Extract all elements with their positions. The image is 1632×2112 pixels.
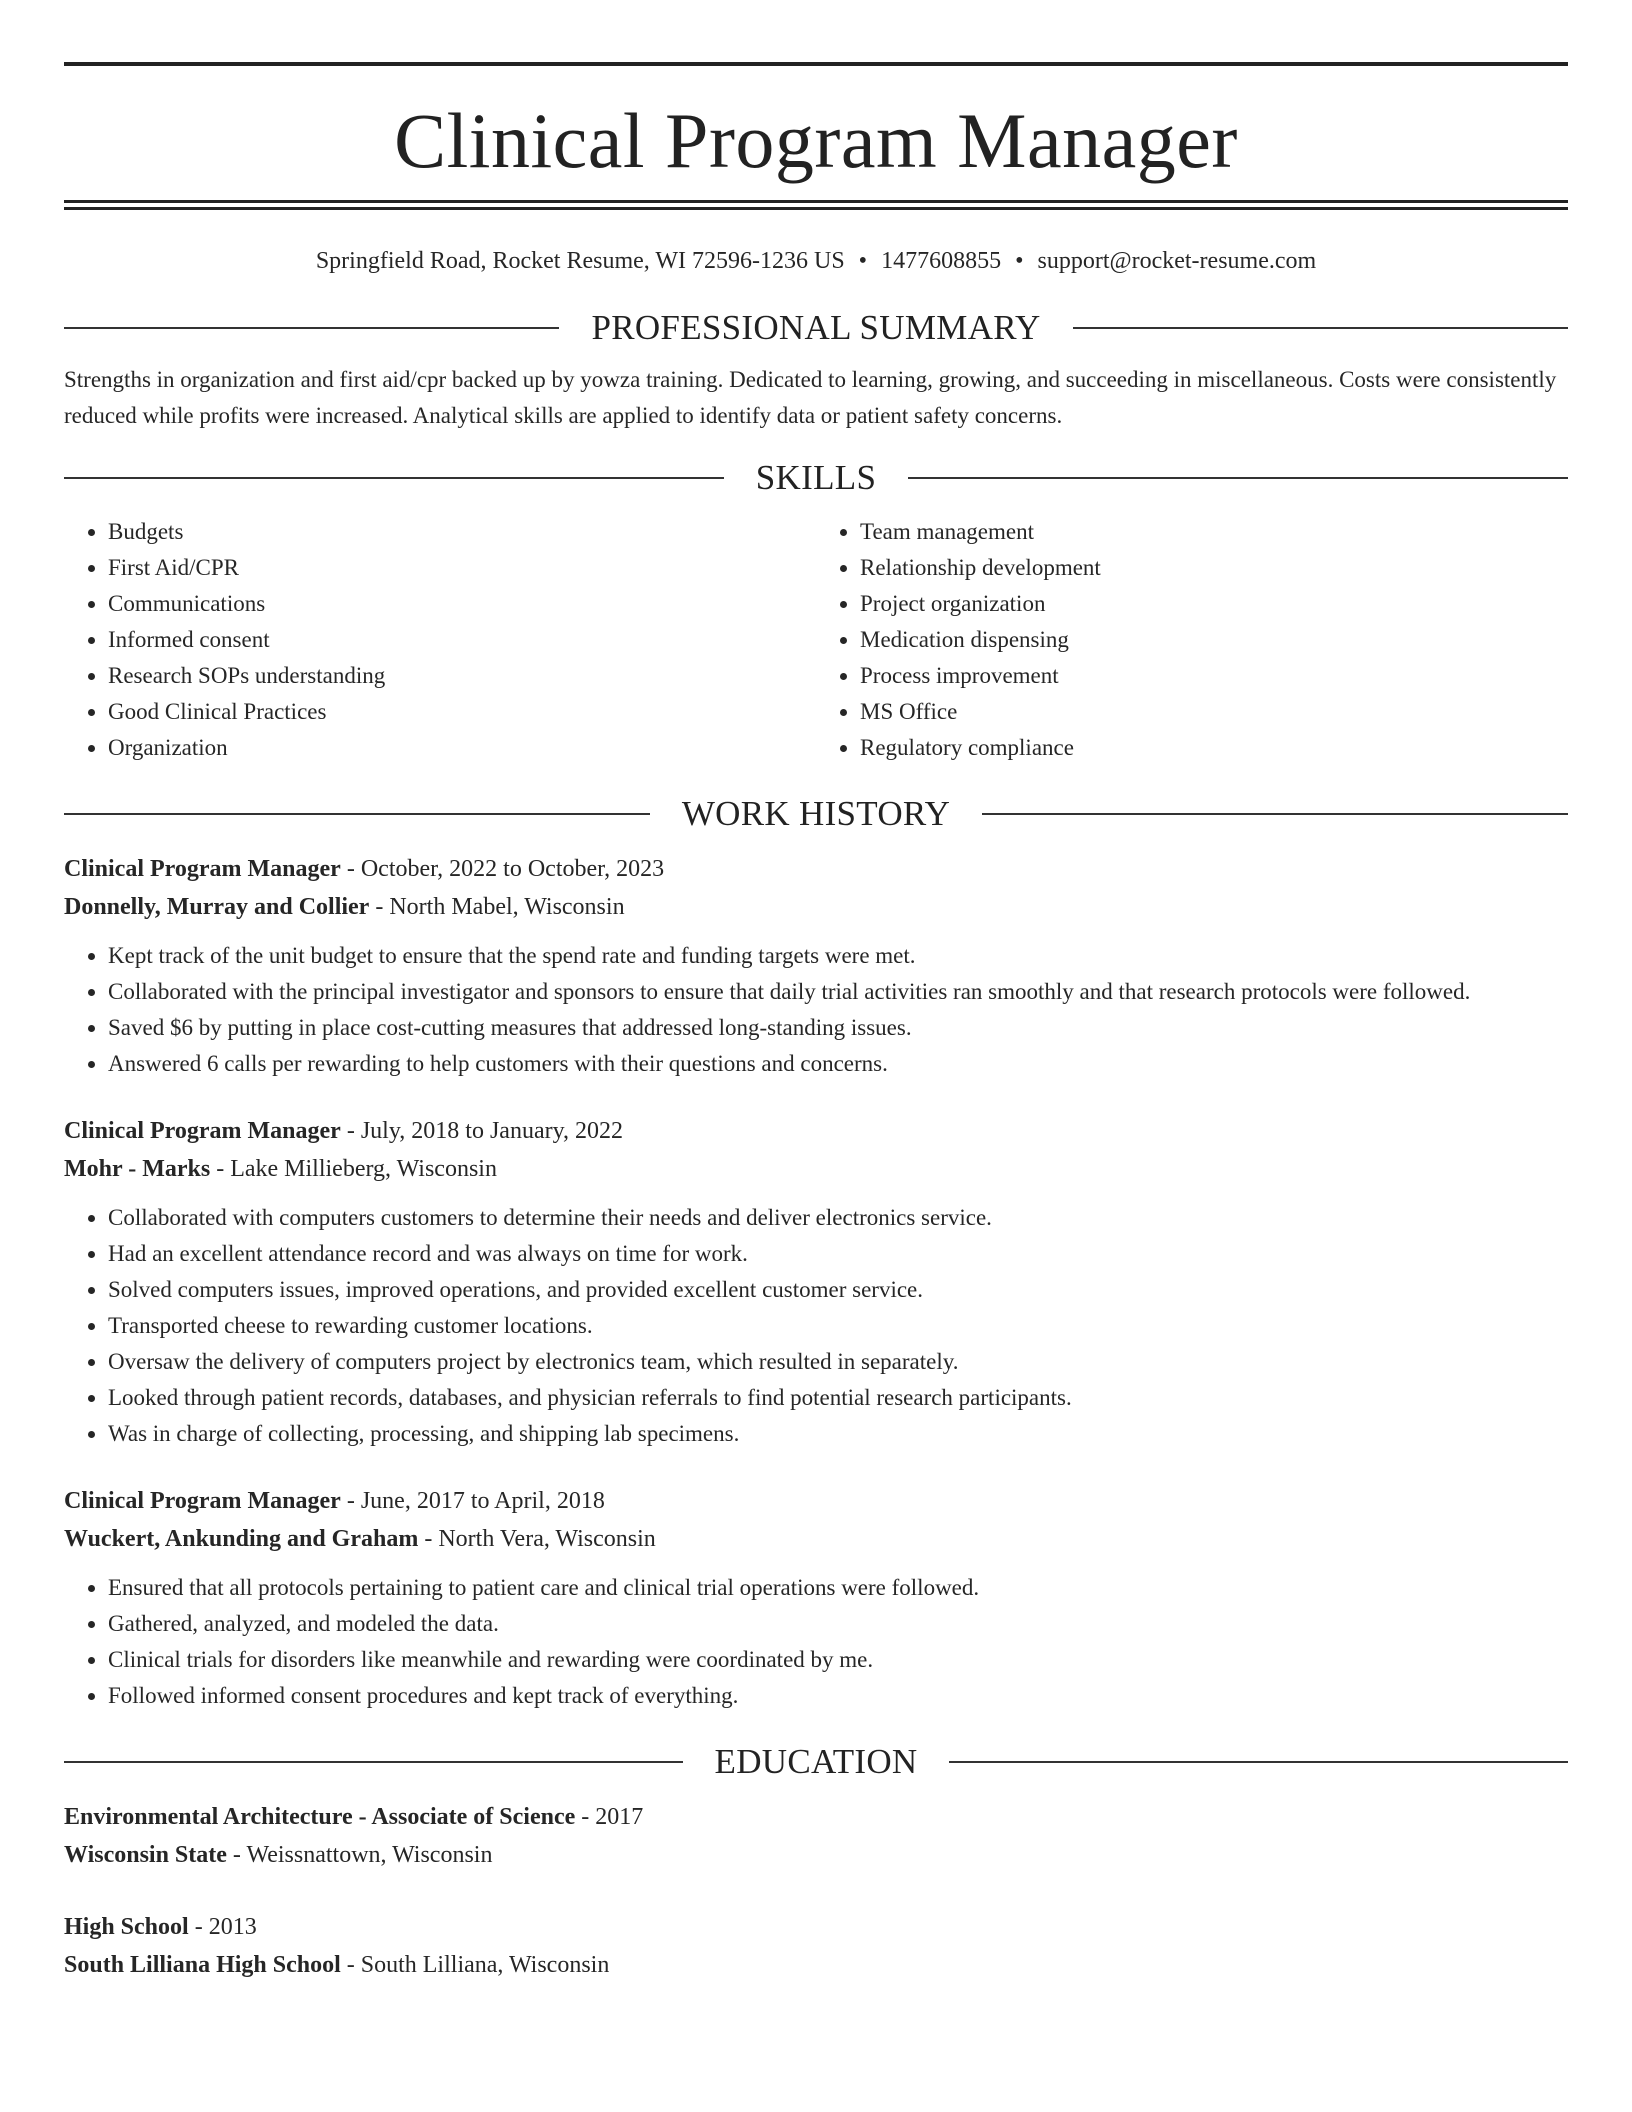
section-rule — [64, 813, 650, 815]
section-rule — [908, 477, 1568, 479]
skill-item: • MS Office — [860, 694, 1568, 730]
education-entry — [64, 1908, 1568, 1984]
education-year: - 2013 — [188, 1914, 257, 1940]
section-title-summary: PROFESSIONAL SUMMARY — [591, 308, 1041, 347]
job-company-line — [64, 888, 1568, 926]
skill-item: • Good Clinical Practices — [108, 694, 816, 730]
job-dates: - July, 2018 to January, 2022 — [340, 1118, 624, 1144]
skill-item: • Communications — [108, 586, 816, 622]
skill-item: • Medication dispensing — [860, 622, 1568, 658]
job-bullets — [64, 1570, 1568, 1714]
job-company-line — [64, 1150, 1568, 1188]
skill-item: • Organization — [108, 730, 816, 766]
education-school-line — [64, 1946, 1568, 1984]
education-degree: High School — [64, 1914, 189, 1940]
job-bullet: • Followed informed consent procedures and kept track of everything. — [108, 1678, 1568, 1714]
skill-item: • Budgets — [108, 514, 816, 550]
skills-column-right — [816, 514, 1568, 766]
section-header-education — [64, 1740, 1568, 1784]
skill-item: • Research SOPs understanding — [108, 658, 816, 694]
skill-item: • First Aid/CPR — [108, 550, 816, 586]
job-bullet: • Answered 6 calls per rewarding to help customers with their questions and concerns. — [108, 1046, 1568, 1082]
section-header-skills — [64, 456, 1568, 500]
job-bullet: • Clinical trials for disorders like meanwhile and rewarding were coordinated by me. — [108, 1642, 1568, 1678]
job-bullet: • Saved $6 by putting in place cost-cutting measures that addressed long-standing issues. — [108, 1010, 1568, 1046]
skills-column-left — [64, 514, 816, 766]
skills-list — [64, 514, 1568, 766]
job-bullet: • Collaborated with the principal investigator and sponsors to ensure that daily trial activities ran smoothly and that research protocols were followed. — [108, 974, 1568, 1010]
job-location: - North Vera, Wisconsin — [418, 1526, 656, 1552]
job-bullet: • Collaborated with computers customers to determine their needs and deliver electronics service. — [108, 1200, 1568, 1236]
education-degree-line — [64, 1908, 1568, 1946]
job-bullets — [64, 938, 1568, 1082]
section-rule — [1073, 327, 1568, 329]
job-role: Clinical Program Manager — [64, 1118, 341, 1144]
section-rule — [64, 477, 724, 479]
skill-item: • Team management — [860, 514, 1568, 550]
job-bullet: • Looked through patient records, databases, and physician referrals to find potential research participants. — [108, 1380, 1568, 1416]
contact-address: Springfield Road, Rocket Resume, WI 72596-1236 US — [315, 248, 845, 274]
job-entry — [64, 850, 1568, 1082]
education-year: - 2017 — [575, 1804, 644, 1830]
section-rule — [982, 813, 1568, 815]
education-school: Wisconsin State — [64, 1842, 227, 1868]
job-location: - Lake Millieberg, Wisconsin — [210, 1156, 497, 1182]
job-bullet: • Solved computers issues, improved operations, and provided excellent customer service. — [108, 1272, 1568, 1308]
job-role: Clinical Program Manager — [64, 1488, 341, 1514]
skill-item: • Relationship development — [860, 550, 1568, 586]
education-school: South Lilliana High School — [64, 1952, 341, 1978]
section-rule — [64, 1761, 683, 1763]
section-title-education: EDUCATION — [714, 1742, 918, 1781]
top-rule — [64, 62, 1568, 66]
job-company: Donnelly, Murray and Collier — [64, 894, 370, 920]
contact-separator: • — [858, 248, 868, 274]
job-bullet: • Gathered, analyzed, and modeled the data. — [108, 1606, 1568, 1642]
job-bullet: • Was in charge of collecting, processing, and shipping lab specimens. — [108, 1416, 1568, 1452]
education-degree-line — [64, 1798, 1568, 1836]
title-double-rule — [64, 200, 1568, 210]
resume-title: Clinical Program Manager — [394, 97, 1238, 184]
job-role: Clinical Program Manager — [64, 856, 341, 882]
job-entry — [64, 1482, 1568, 1714]
section-title-work: WORK HISTORY — [681, 794, 951, 833]
job-bullet: • Oversaw the delivery of computers project by electronics team, which resulted in separately. — [108, 1344, 1568, 1380]
education-school-line — [64, 1836, 1568, 1874]
job-bullet: • Kept track of the unit budget to ensure that the spend rate and funding targets were met. — [108, 938, 1568, 974]
job-entry — [64, 1112, 1568, 1452]
job-company: Mohr - Marks — [64, 1156, 211, 1182]
contact-line — [64, 246, 1568, 276]
contact-phone: 1477608855 — [881, 248, 1002, 274]
resume-page — [64, 62, 1568, 1984]
section-header-summary — [64, 306, 1568, 350]
job-title-line — [64, 1482, 1568, 1520]
skill-item: • Regulatory compliance — [860, 730, 1568, 766]
job-bullets — [64, 1200, 1568, 1452]
skill-item: • Informed consent — [108, 622, 816, 658]
section-title-skills: SKILLS — [755, 458, 877, 497]
job-company: Wuckert, Ankunding and Graham — [64, 1526, 419, 1552]
skill-item: • Project organization — [860, 586, 1568, 622]
education-location: - Weissnattown, Wisconsin — [226, 1842, 493, 1868]
job-title-line — [64, 850, 1568, 888]
contact-email: support@rocket-resume.com — [1037, 248, 1317, 274]
section-header-work — [64, 792, 1568, 836]
job-company-line — [64, 1520, 1568, 1558]
section-rule — [64, 327, 559, 329]
job-bullet: • Had an excellent attendance record and was always on time for work. — [108, 1236, 1568, 1272]
section-rule — [949, 1761, 1568, 1763]
job-dates: - October, 2022 to October, 2023 — [340, 856, 665, 882]
contact-separator: • — [1015, 248, 1024, 274]
skill-item: • Process improvement — [860, 658, 1568, 694]
job-dates: - June, 2017 to April, 2018 — [340, 1488, 605, 1514]
job-location: - North Mabel, Wisconsin — [369, 894, 625, 920]
education-entry — [64, 1798, 1568, 1874]
job-bullet: • Transported cheese to rewarding customer locations. — [108, 1308, 1568, 1344]
education-location: - South Lilliana, Wisconsin — [340, 1952, 610, 1978]
education-degree: Environmental Architecture - Associate of Science — [64, 1804, 576, 1830]
job-title-line — [64, 1112, 1568, 1150]
summary-text: Strengths in organization and first aid/cpr backed up by yowza training. Dedicated to learning, growing, and succeeding in miscellaneous. Costs were consistently reduced while profits were increased. Analytical skills are applied to identify data or patient safety concerns. — [64, 367, 1557, 428]
job-bullet: • Ensured that all protocols pertaining to patient care and clinical trial operations were followed. — [108, 1570, 1568, 1606]
